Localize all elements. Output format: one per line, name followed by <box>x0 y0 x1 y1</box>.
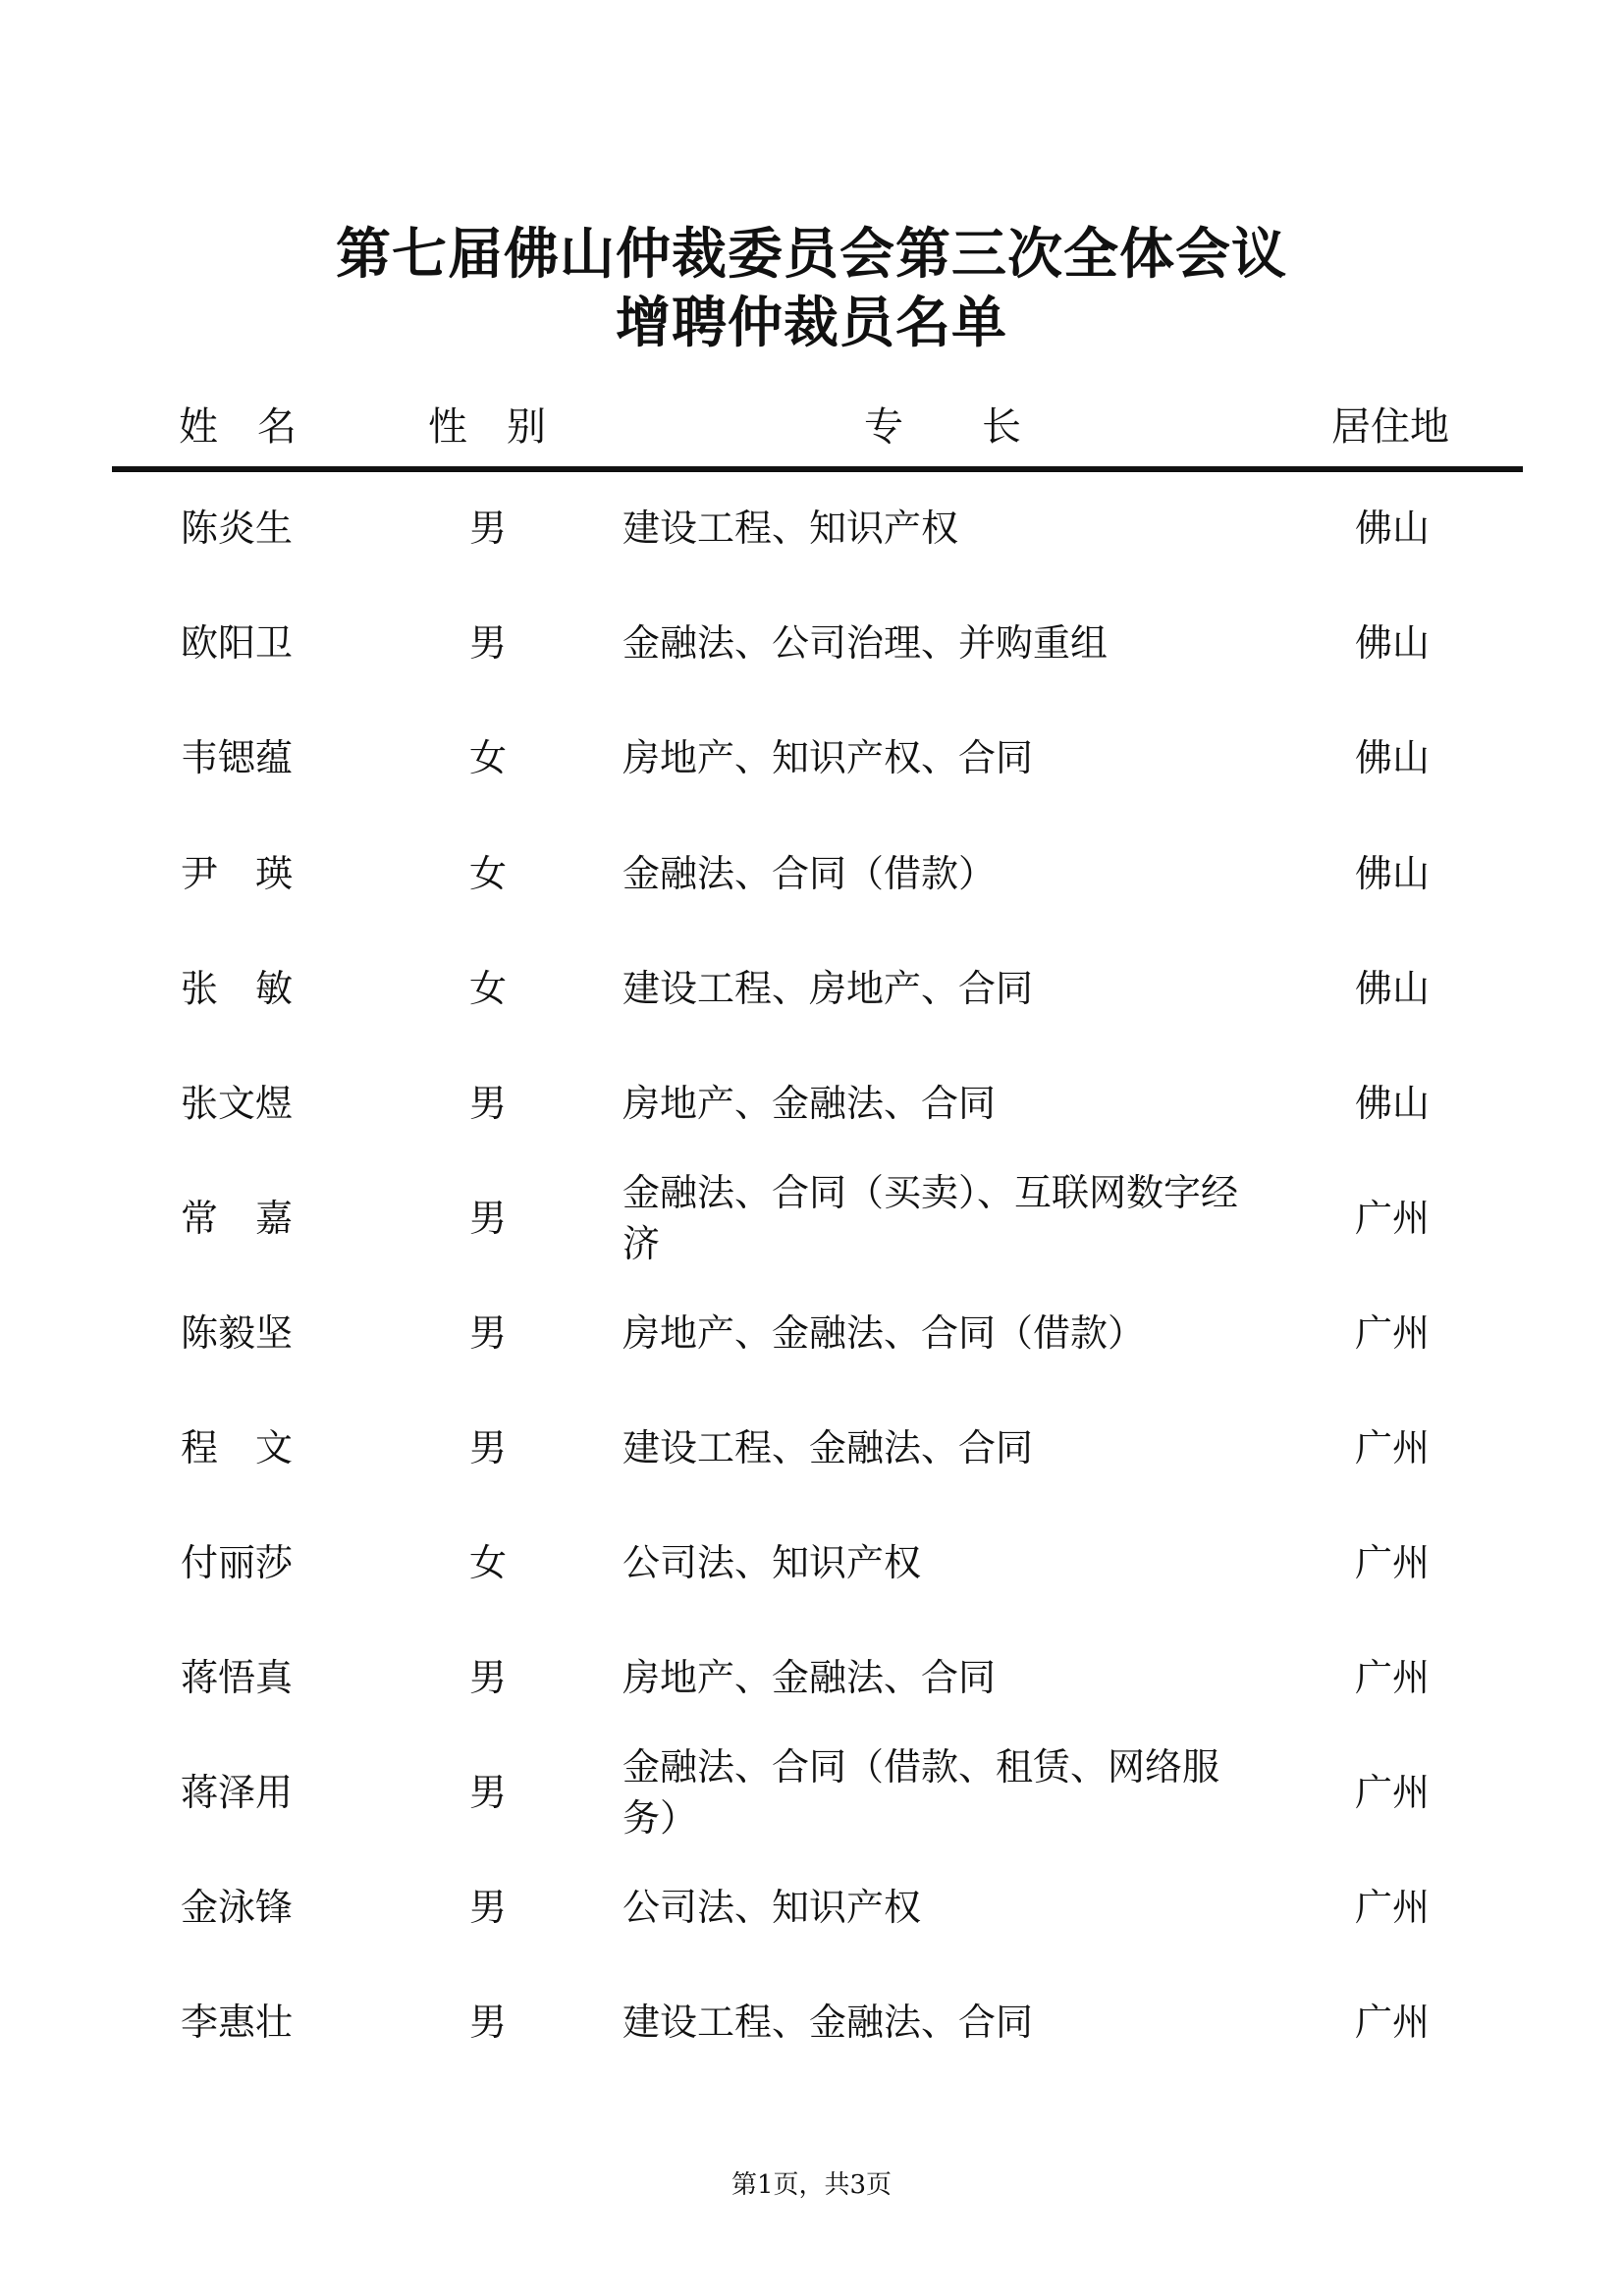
arbitrator-residence: 佛山 <box>1355 1082 1431 1125</box>
column-header-gender: 性 别 <box>428 404 546 450</box>
arbitrator-gender: 男 <box>469 507 508 550</box>
arbitrator-name: 陈毅坚 <box>181 1311 294 1355</box>
arbitrator-name: 蒋泽用 <box>181 1771 294 1814</box>
arbitrator-name: 张 敏 <box>181 967 294 1010</box>
arbitrator-specialty: 房地产、金融法、合同（借款） <box>622 1311 1146 1355</box>
arbitrator-gender: 男 <box>469 1082 508 1125</box>
arbitrator-residence: 佛山 <box>1355 507 1431 550</box>
arbitrator-gender: 女 <box>469 967 508 1010</box>
arbitrator-gender: 男 <box>469 1426 508 1469</box>
arbitrator-residence: 广州 <box>1355 1311 1431 1355</box>
column-header-specialty: 专 长 <box>864 404 1021 450</box>
arbitrator-specialty: 建设工程、房地产、合同 <box>622 967 1034 1010</box>
arbitrator-specialty: 公司法、知识产权 <box>622 1886 922 1929</box>
arbitrator-name: 尹 瑛 <box>181 852 294 895</box>
arbitrator-gender: 男 <box>469 1656 508 1699</box>
table-row <box>0 1621 1623 1735</box>
arbitrator-gender: 女 <box>469 736 508 779</box>
column-header-residence: 居住地 <box>1331 404 1449 450</box>
table-row <box>0 817 1623 931</box>
arbitrator-residence: 广州 <box>1355 1771 1431 1814</box>
arbitrator-residence: 佛山 <box>1355 852 1431 895</box>
table-row <box>0 1965 1623 2079</box>
arbitrator-gender: 男 <box>469 2001 508 2044</box>
arbitrator-specialty: 建设工程、金融法、合同 <box>622 1426 1034 1469</box>
arbitrator-specialty: 金融法、合同（借款） <box>622 852 997 895</box>
arbitrator-residence: 广州 <box>1355 1197 1431 1240</box>
table-row <box>0 1850 1623 1964</box>
table-row <box>0 701 1623 815</box>
arbitrator-residence: 广州 <box>1355 1886 1431 1929</box>
arbitrator-name: 张文煜 <box>181 1082 294 1125</box>
arbitrator-residence: 广州 <box>1355 1656 1431 1699</box>
arbitrator-specialty: 建设工程、知识产权 <box>622 507 959 550</box>
document-title: 第七届佛山仲裁委员会第三次全体会议 <box>336 223 1287 287</box>
arbitrator-residence: 佛山 <box>1355 736 1431 779</box>
arbitrator-residence: 佛山 <box>1355 967 1431 1010</box>
arbitrator-specialty: 房地产、知识产权、合同 <box>622 736 1034 779</box>
arbitrator-gender: 男 <box>469 1197 508 1240</box>
arbitrator-name: 程 文 <box>181 1426 294 1469</box>
table-row <box>0 1276 1623 1390</box>
arbitrator-specialty: 公司法、知识产权 <box>622 1541 922 1584</box>
arbitrator-name: 李惠壮 <box>181 2001 294 2044</box>
table-row <box>0 1391 1623 1505</box>
table-row <box>0 1161 1623 1275</box>
arbitrator-gender: 男 <box>469 1886 508 1929</box>
arbitrator-name: 金泳锋 <box>181 1886 294 1929</box>
table-row <box>0 1046 1623 1160</box>
arbitrator-specialty: 房地产、金融法、合同 <box>622 1082 997 1125</box>
arbitrator-name: 付丽莎 <box>181 1541 294 1584</box>
arbitrator-residence: 佛山 <box>1355 621 1431 665</box>
arbitrator-name: 欧阳卫 <box>181 621 294 665</box>
arbitrator-name: 陈炎生 <box>181 507 294 550</box>
arbitrator-gender: 女 <box>469 1541 508 1584</box>
arbitrator-residence: 广州 <box>1355 2001 1431 2044</box>
arbitrator-specialty: 金融法、合同（借款、租赁、网络服务） <box>622 1745 1220 1840</box>
page-number: 第1页，共3页 <box>730 2170 893 2200</box>
arbitrator-specialty: 金融法、合同（买卖）、互联网数字经济 <box>622 1171 1239 1265</box>
arbitrator-name: 韦锶蕴 <box>181 736 294 779</box>
arbitrator-gender: 男 <box>469 621 508 665</box>
table-row <box>0 586 1623 700</box>
table-row <box>0 471 1623 585</box>
column-header-name: 姓 名 <box>179 404 297 450</box>
arbitrator-specialty: 房地产、金融法、合同 <box>622 1656 997 1699</box>
arbitrator-name: 常 嘉 <box>181 1197 294 1240</box>
table-row <box>0 1506 1623 1620</box>
table-row <box>0 1735 1623 1849</box>
arbitrator-gender: 男 <box>469 1311 508 1355</box>
arbitrator-specialty: 建设工程、金融法、合同 <box>622 2001 1034 2044</box>
arbitrator-gender: 女 <box>469 852 508 895</box>
table-row <box>0 932 1623 1045</box>
arbitrator-name: 蒋悟真 <box>181 1656 294 1699</box>
document-subtitle: 增聘仲裁员名单 <box>616 292 1007 355</box>
arbitrator-gender: 男 <box>469 1771 508 1814</box>
arbitrator-residence: 广州 <box>1355 1541 1431 1584</box>
arbitrator-residence: 广州 <box>1355 1426 1431 1469</box>
arbitrator-specialty: 金融法、公司治理、并购重组 <box>622 621 1109 665</box>
